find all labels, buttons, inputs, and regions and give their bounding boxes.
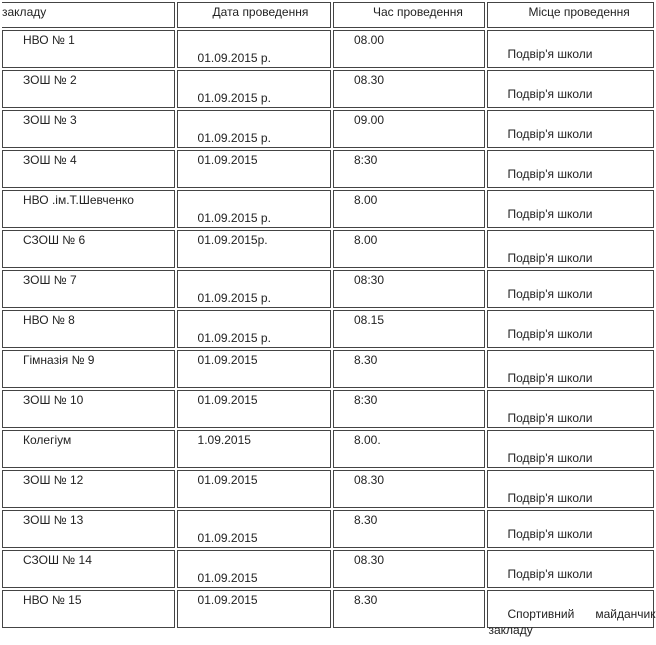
event-date: 01.09.2015: [197, 153, 258, 167]
event-date-cell: [177, 430, 331, 468]
table-row: [2, 30, 654, 68]
event-date-cell: [177, 30, 331, 68]
event-time: 8.30: [354, 593, 378, 607]
header-date: Дата проведення: [212, 5, 309, 19]
event-date: 01.09.2015 р.: [197, 291, 271, 305]
event-place-line2: закладу: [488, 623, 533, 637]
table-row: [2, 550, 654, 588]
table-row: [2, 70, 654, 108]
event-place: Подвір'я школи: [507, 527, 593, 541]
header-row: [2, 2, 654, 28]
event-date: 01.09.2015р.: [197, 233, 268, 247]
header-place: Місце проведення: [528, 5, 630, 19]
event-place-cell: [487, 550, 654, 588]
event-date: 01.09.2015 р.: [197, 131, 271, 145]
event-place: Подвір'я школи: [507, 567, 593, 581]
school-name-cell: [2, 30, 175, 68]
event-place: Подвір'я школи: [507, 327, 593, 341]
school-name-cell: [2, 390, 175, 428]
event-place-cell: [487, 150, 654, 188]
table-row: [2, 470, 654, 508]
event-place: Подвір'я школи: [507, 411, 593, 425]
school-name: НВО № 1: [23, 33, 75, 47]
school-name-cell: [2, 430, 175, 468]
event-place-cell: [487, 310, 654, 348]
school-name: СЗОШ № 6: [23, 233, 86, 247]
school-name-cell: [2, 550, 175, 588]
event-time: 08.15: [354, 313, 385, 327]
event-place-cell: [487, 190, 654, 228]
school-name: Гімназія № 9: [23, 353, 95, 367]
event-place-line1: Спортивний майданчик: [507, 607, 656, 621]
event-place: Подвір'я школи: [507, 287, 593, 301]
table-row: [2, 350, 654, 388]
event-place-cell: [487, 430, 654, 468]
table-row: [2, 190, 654, 228]
event-date: 01.09.2015 р.: [197, 211, 271, 225]
event-date-cell: [177, 190, 331, 228]
table-row: [2, 310, 654, 348]
school-name: ЗОШ № 12: [23, 473, 84, 487]
event-place-cell: [487, 70, 654, 108]
event-time-cell: [333, 190, 485, 228]
event-date: 01.09.2015: [197, 353, 258, 367]
event-place: Подвір'я школи: [507, 127, 593, 141]
event-time: 08.30: [354, 73, 385, 87]
event-place-cell: [487, 30, 654, 68]
table-row: [2, 230, 654, 268]
event-time: 08:30: [354, 273, 385, 287]
event-place: Подвір'я школи: [507, 451, 593, 465]
event-time-cell: [333, 550, 485, 588]
event-time-cell: [333, 230, 485, 268]
school-name-cell: [2, 190, 175, 228]
school-name: Колегіум: [23, 433, 72, 447]
school-name-cell: [2, 590, 175, 628]
header-time: Час проведення: [373, 5, 463, 19]
event-date: 01.09.2015 р.: [197, 51, 271, 65]
table-row: [2, 390, 654, 428]
event-place-cell: [487, 510, 654, 548]
event-date: 1.09.2015: [197, 433, 251, 447]
event-date: 01.09.2015 р.: [197, 91, 271, 105]
event-date: 01.09.2015 р.: [197, 331, 271, 345]
event-place-cell: [487, 270, 654, 308]
event-time-cell: [333, 70, 485, 108]
event-time: 08.30: [354, 473, 385, 487]
event-place-cell: [487, 110, 654, 148]
school-name-cell: [2, 70, 175, 108]
header-date-cell: [177, 2, 331, 28]
school-name-cell: [2, 350, 175, 388]
event-time: 8.00: [354, 233, 378, 247]
event-time: 08.30: [354, 553, 385, 567]
school-name: ЗОШ № 4: [23, 153, 77, 167]
event-time-cell: [333, 270, 485, 308]
header-school: закладу: [2, 5, 47, 19]
header-place-cell: [487, 2, 654, 28]
event-place: Подвір'я школи: [507, 371, 593, 385]
table-row: [2, 510, 654, 548]
school-name: ЗОШ № 2: [23, 73, 77, 87]
school-name: НВО № 15: [23, 593, 82, 607]
event-date-cell: [177, 310, 331, 348]
school-name-cell: [2, 310, 175, 348]
event-time: 8.00.: [354, 433, 381, 447]
event-date-cell: [177, 590, 331, 628]
table-row: [2, 270, 654, 308]
event-time: 8.30: [354, 353, 378, 367]
event-date: 01.09.2015: [197, 593, 258, 607]
event-place: Подвір'я школи: [507, 167, 593, 181]
header-time-cell: [333, 2, 485, 28]
school-name-cell: [2, 470, 175, 508]
table-row: [2, 430, 654, 468]
event-time-cell: [333, 350, 485, 388]
event-date-cell: [177, 350, 331, 388]
school-name: ЗОШ № 13: [23, 513, 84, 527]
event-place: Подвір'я школи: [507, 207, 593, 221]
event-date: 01.09.2015: [197, 571, 258, 585]
event-date: 01.09.2015: [197, 531, 258, 545]
school-name: СЗОШ № 14: [23, 553, 92, 567]
event-time: 09.00: [354, 113, 385, 127]
event-date-cell: [177, 510, 331, 548]
event-time-cell: [333, 510, 485, 548]
school-name: НВО № 8: [23, 313, 75, 327]
event-time-cell: [333, 110, 485, 148]
event-time-cell: [333, 310, 485, 348]
event-time-cell: [333, 590, 485, 628]
school-name-cell: [2, 230, 175, 268]
event-place: Подвір'я школи: [507, 251, 593, 265]
event-time: 8:30: [354, 393, 378, 407]
event-date-cell: [177, 110, 331, 148]
header-school-cell: [2, 2, 175, 28]
event-date-cell: [177, 390, 331, 428]
event-place-cell: [487, 470, 654, 508]
event-time-cell: [333, 470, 485, 508]
school-name-cell: [2, 270, 175, 308]
event-place: Подвір'я школи: [507, 491, 593, 505]
event-place-cell: [487, 590, 656, 637]
event-place: [488, 606, 656, 638]
event-place: Подвір'я школи: [507, 47, 593, 61]
table-row: [2, 110, 654, 148]
event-date-cell: [177, 550, 331, 588]
school-name: НВО .ім.Т.Шевченко: [23, 193, 134, 207]
event-time-cell: [333, 30, 485, 68]
event-date-cell: [177, 150, 331, 188]
school-name-cell: [2, 510, 175, 548]
event-date: 01.09.2015: [197, 473, 258, 487]
event-place-cell: [487, 350, 654, 388]
event-place-cell: [487, 390, 654, 428]
table-row: [2, 150, 654, 188]
event-time-cell: [333, 430, 485, 468]
school-name: ЗОШ № 3: [23, 113, 77, 127]
event-time-cell: [333, 150, 485, 188]
event-date-cell: [177, 70, 331, 108]
event-date: 01.09.2015: [197, 393, 258, 407]
event-place-cell: [487, 230, 654, 268]
event-time-cell: [333, 390, 485, 428]
school-name-cell: [2, 150, 175, 188]
school-name-cell: [2, 110, 175, 148]
event-date-cell: [177, 270, 331, 308]
event-date-cell: [177, 230, 331, 268]
school-name: ЗОШ № 10: [23, 393, 84, 407]
event-time: 8.30: [354, 513, 378, 527]
event-time: 8.00: [354, 193, 378, 207]
school-name: ЗОШ № 7: [23, 273, 77, 287]
event-time: 08.00: [354, 33, 385, 47]
event-place: Подвір'я школи: [507, 87, 593, 101]
table-row: [2, 590, 654, 628]
event-time: 8:30: [354, 153, 378, 167]
event-date-cell: [177, 470, 331, 508]
